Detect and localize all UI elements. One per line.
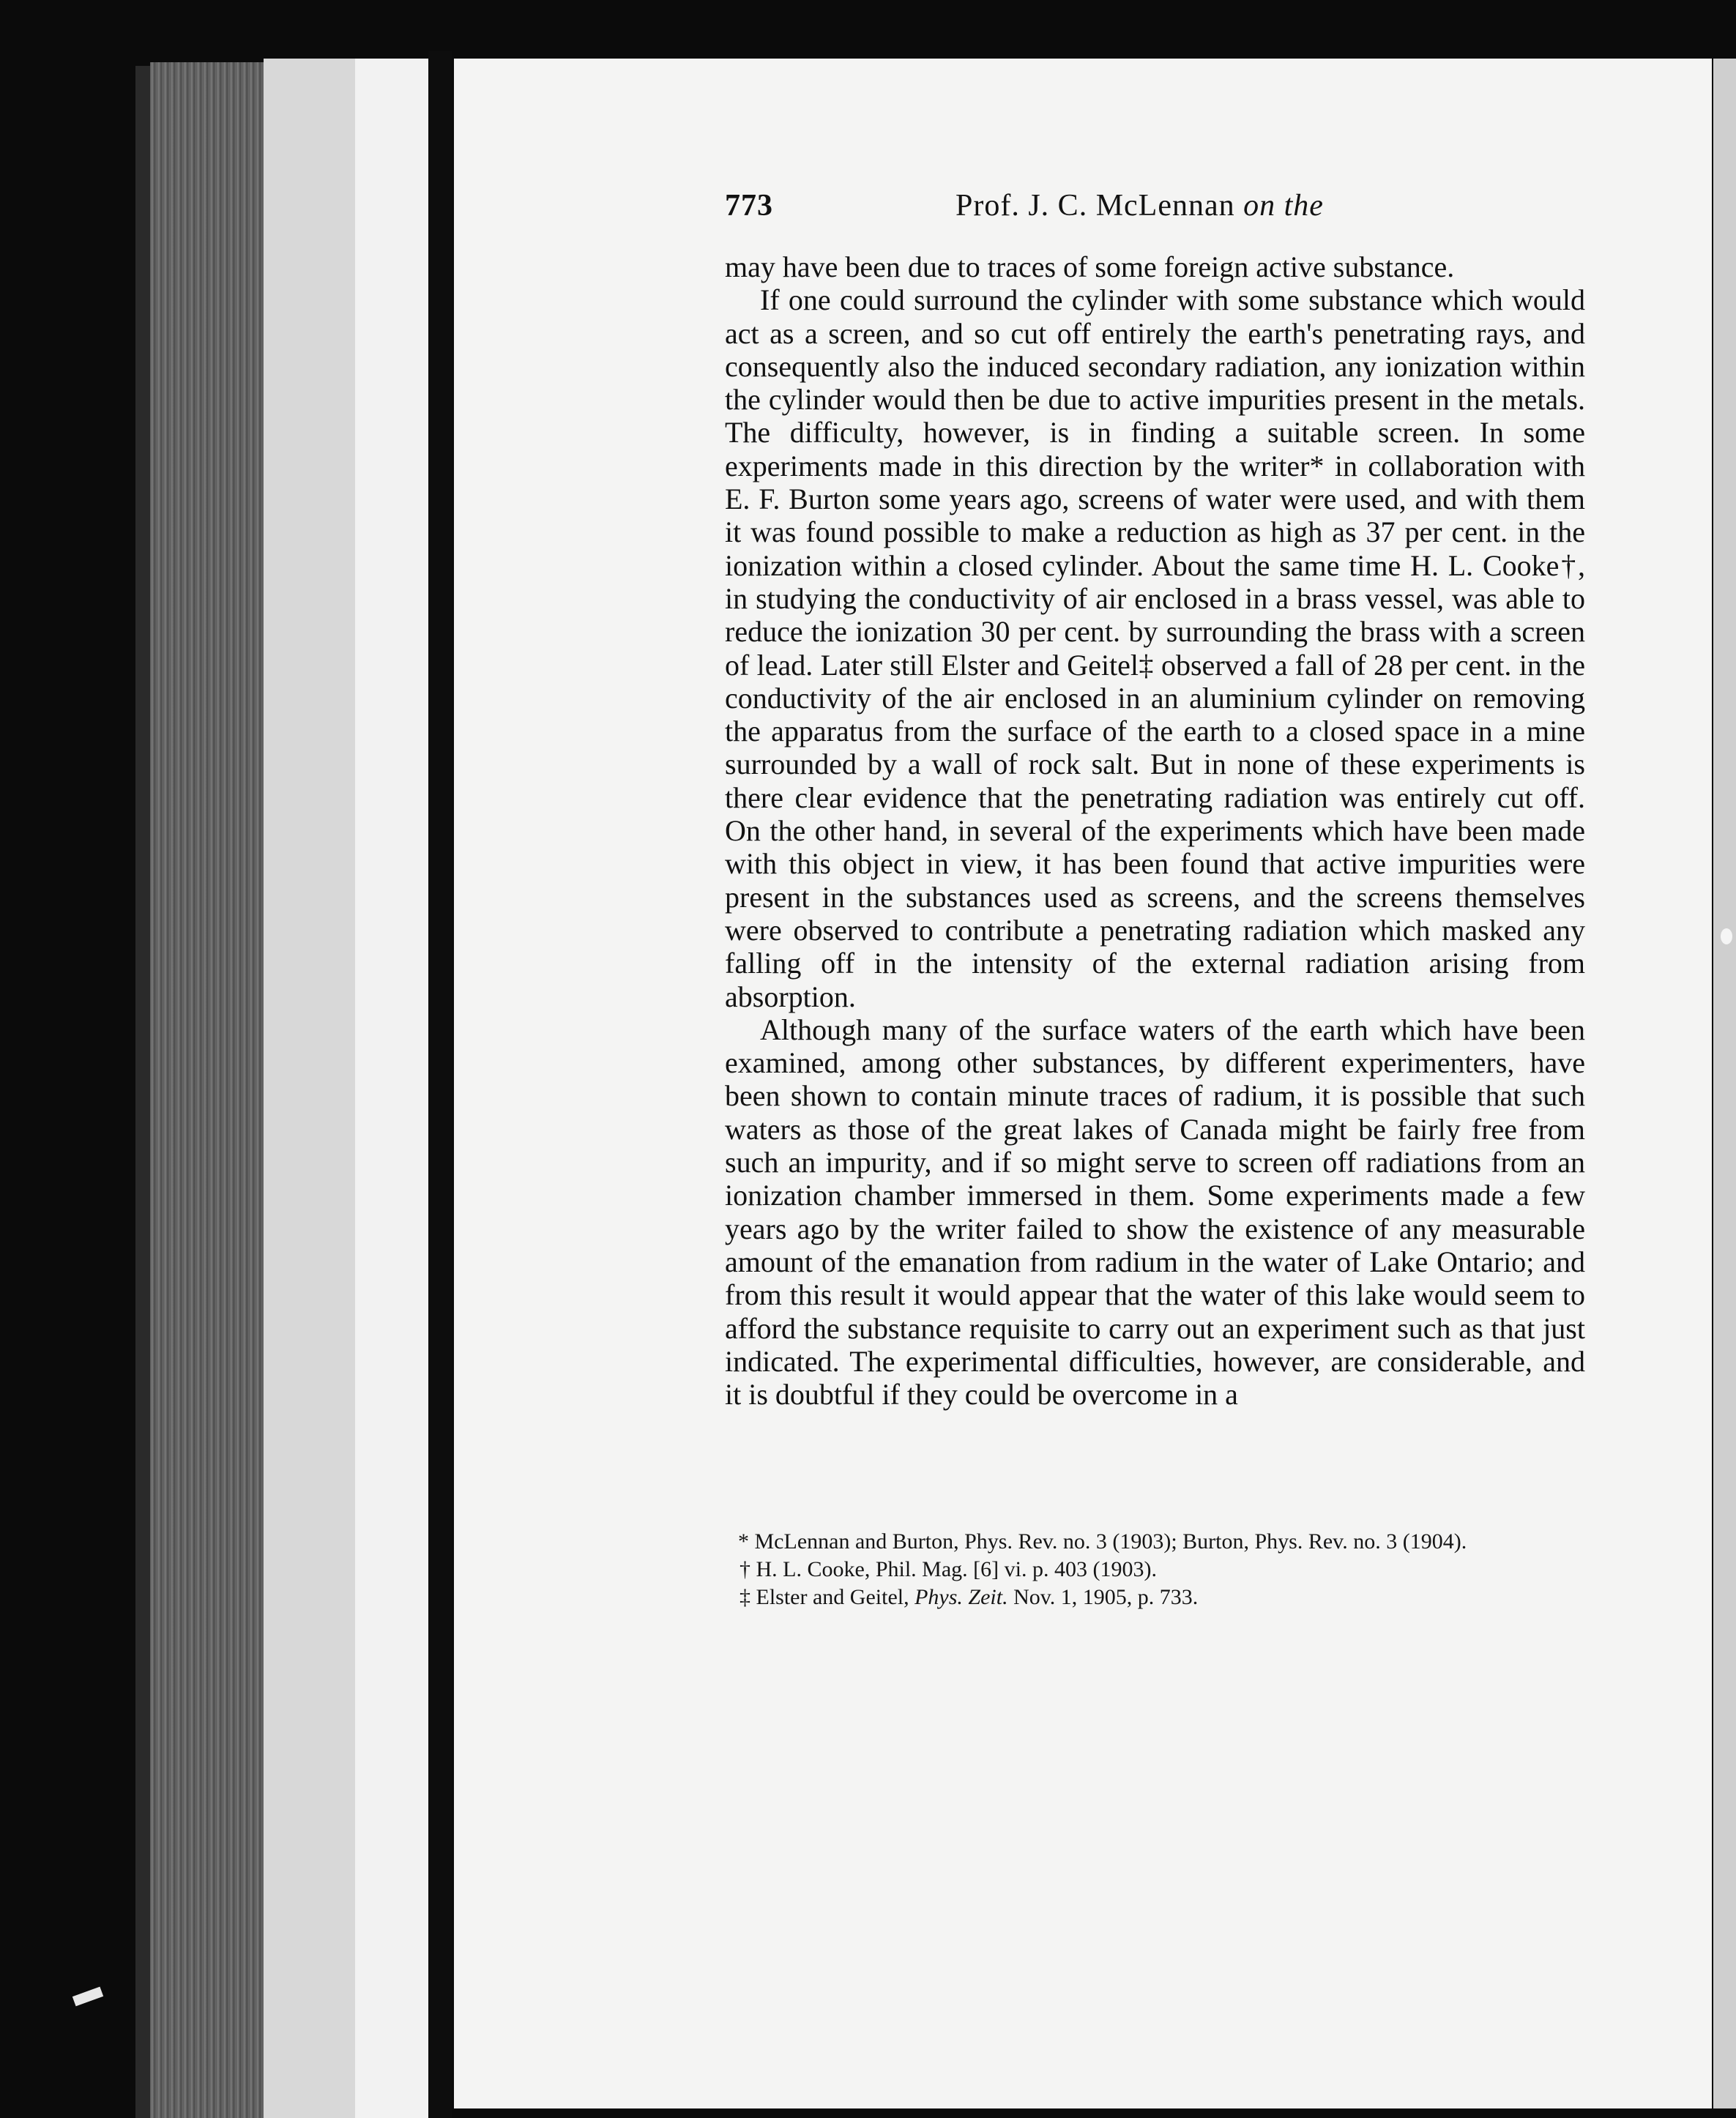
page-body (725, 250, 1585, 1411)
footnote-3-journal: Phys. Zeit. (914, 1585, 1008, 1609)
footnote-3 (725, 1584, 1585, 1611)
footnote-1: * McLennan and Burton, Phys. Rev. no. 3 (1903); Burton, Phys. Rev. no. 3 (1904). (738, 1529, 1467, 1554)
page-header (725, 188, 1736, 232)
scan-artifact (1721, 928, 1732, 944)
page-number: 773 (725, 189, 773, 223)
gutter-shadow (428, 51, 452, 2118)
footnotes (725, 1528, 1585, 1611)
footnote-2: † H. L. Cooke, Phil. Mag. [6] vi. p. 403 (1903). (740, 1557, 1157, 1581)
scan-artifact (72, 1987, 103, 2007)
body-text (725, 250, 1585, 1411)
page-stack-light (264, 59, 355, 2118)
running-head-italic: on the (1243, 189, 1324, 223)
running-head-author: Prof. J. C. McLennan (955, 189, 1235, 223)
paragraph: If one could surround the cylinder with some substance which would act as a screen, and so cut off entirely the earth's penetrating rays, and consequently also the induced secondary radiation, any ionization within the cylinder would then be due to active impurities present in the metals. The difficulty, however, is in finding a suitable screen. In some experiments made in this direction by the writer* in collaboration with E. F. Burton some years ago, screens of water were used, and with them it was found possible to make a reduction as high as 37 per cent. in the ionization within a closed cylinder. About the same time H. L. Cooke†, in studying the conductivity of air enclosed in a brass vessel, was able to reduce the ionization 30 per cent. by surrounding the brass with a screen of lead. Later still Elster and Geitel‡ observed a fall of 28 per cent. in the conductivity of the air enclosed in an aluminium cylinder on removing the apparatus from the surface of the earth to a closed space in a mine surrounded by a wall of rock salt. But in none of these experiments is there clear evidence that the penetrating radiation was entirely cut off. On the other hand, in several of the experiments which have been made with this object in view, it has been found that active impurities were present in the substances used as screens, and the screens themselves were observed to contribute a penetrating radiation which masked any falling off in the intensity of the external radiation arising from absorption. (725, 283, 1585, 1013)
page-stack-edge (150, 62, 264, 2118)
paragraph-continued: may have been due to traces of some foreign active substance. (725, 250, 1455, 283)
book-page (454, 59, 1712, 2108)
footnote-3-suffix: Nov. 1, 1905, p. 733. (1007, 1585, 1199, 1609)
right-page-edge (1713, 59, 1736, 2108)
running-head (955, 188, 1324, 223)
page-stack-white (355, 59, 428, 2118)
footnote-3-prefix: ‡ Elster and Geitel, (740, 1585, 915, 1609)
book-spine-edge (135, 66, 150, 2118)
paragraph: Although many of the surface waters of the earth which have been examined, among other substances, by different experimenters, have been shown to contain minute traces of radium, it is possible that such waters as those of the great lakes of Canada might be fairly free from such an impurity, and if so might serve to screen off radiations from an ionization chamber immersed in them. Some experiments made a few years ago by the writer failed to show the existence of any measurable amount of the emanation from radium in the water of Lake Ontario; and from this result it would appear that the water of this lake would seem to afford the substance requisite to carry out an experiment such as that just indicated. The experimental difficulties, however, are considerable, and it is doubtful if they could be overcome in a (725, 1013, 1585, 1412)
